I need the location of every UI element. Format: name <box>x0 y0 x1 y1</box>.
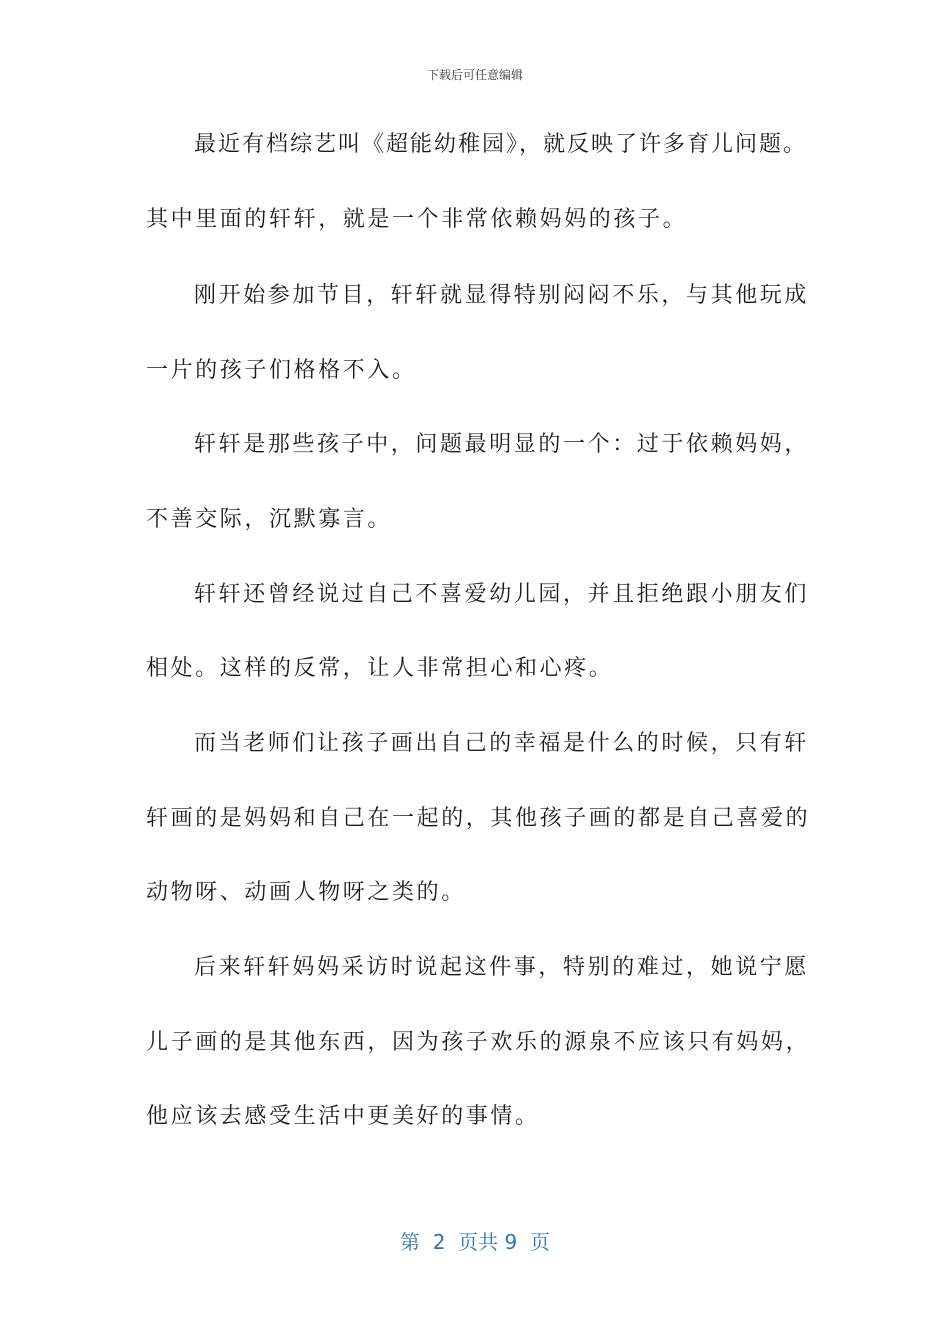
text-line: 其中里面的轩轩，就是一个非常依赖妈妈的孩子。 <box>146 207 688 232</box>
text-line: 轩画的是妈妈和自己在一起的，其他孩子画的都是自己喜爱的 <box>146 806 811 831</box>
page-number-footer: 第 2 页共 9 页 <box>400 1230 550 1254</box>
text-line: 动物呀、动画人物呀之类的。 <box>146 880 466 905</box>
text-line: 最近有档综艺叫《超能幼稚园》，就反映了许多育儿问题。 <box>194 132 808 157</box>
text-line: 轩轩是那些孩子中，问题最明显的一个：过于依赖妈妈， <box>194 432 810 457</box>
text-line: 他应该去感受生活中更美好的事情。 <box>146 1104 540 1129</box>
text-line: 相处。这样的反常，让人非常担心和心疼。 <box>146 656 614 681</box>
page-header: 下载后可任意编辑 <box>426 68 523 82</box>
text-line: 不善交际，沉默寡言。 <box>146 507 393 532</box>
text-line: 刚开始参加节目，轩轩就显得特别闷闷不乐，与其他玩成 <box>194 283 810 308</box>
text-line: 轩轩还曾经说过自己不喜爱幼儿园，并且拒绝跟小朋友们 <box>194 582 810 607</box>
text-line: 一片的孩子们格格不入。 <box>146 358 417 383</box>
text-line: 儿子画的是其他东西，因为孩子欢乐的源泉不应该只有妈妈， <box>146 1030 811 1055</box>
text-line: 而当老师们让孩子画出自己的幸福是什么的时候，只有轩 <box>194 731 810 756</box>
text-line: 后来轩轩妈妈采访时说起这件事，特别的难过，她说宁愿 <box>194 955 810 980</box>
